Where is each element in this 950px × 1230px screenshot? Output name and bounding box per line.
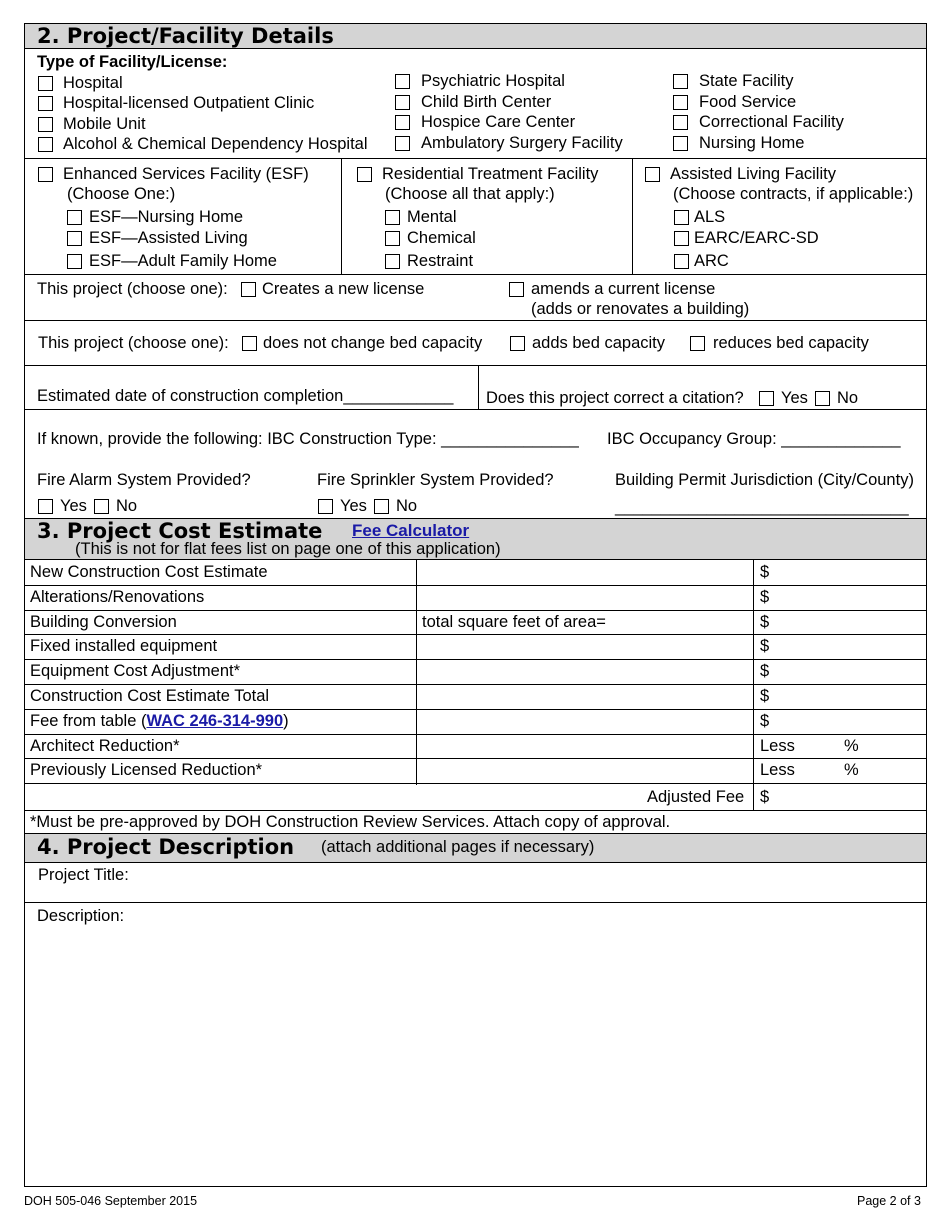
cost-row-amount[interactable]: $	[760, 563, 770, 581]
fire-sprinkler-label: Fire Sprinkler System Provided?	[317, 471, 554, 489]
cost-row-amount[interactable]: $	[760, 588, 770, 606]
fire-sprinkler-yes-label: Yes	[340, 497, 367, 515]
esf-nursing-home-checkbox[interactable]	[67, 210, 82, 225]
child-birth-center-checkbox[interactable]	[395, 95, 410, 110]
cost-row-label: Building Conversion	[30, 613, 177, 631]
adds-bed-checkbox[interactable]	[510, 336, 525, 351]
rtf-restraint-checkbox[interactable]	[385, 254, 400, 269]
cost-row-label: Equipment Cost Adjustment*	[30, 662, 241, 680]
adjusted-fee-label: Adjusted Fee	[647, 788, 745, 806]
alf-als-label: ALS	[694, 208, 726, 226]
food-service-checkbox[interactable]	[673, 95, 688, 110]
cost-row-amount[interactable]: Less	[760, 737, 795, 755]
fee-calculator-link[interactable]: Fee Calculator	[352, 521, 470, 540]
new-license-label: Creates a new license	[262, 280, 425, 298]
citation-label: Does this project correct a citation?	[486, 389, 744, 407]
rtf-chemical-label: Chemical	[407, 229, 476, 247]
mobile-unit-checkbox[interactable]	[38, 117, 53, 132]
child-birth-center-label: Child Birth Center	[421, 93, 552, 111]
fire-alarm-yes-label: Yes	[60, 497, 87, 515]
mobile-unit-label: Mobile Unit	[63, 115, 146, 133]
hospital-checkbox[interactable]	[38, 76, 53, 91]
permit-jurisdiction-field[interactable]: ________________________________	[615, 498, 909, 516]
form-number: DOH 505-046 September 2015	[24, 1194, 198, 1208]
esf-assisted-living-checkbox[interactable]	[67, 231, 82, 246]
citation-no-checkbox[interactable]	[815, 391, 830, 406]
cost-row-label: Alterations/Renovations	[30, 588, 205, 606]
citation-yes-checkbox[interactable]	[759, 391, 774, 406]
cost-row-percent: %	[844, 761, 859, 779]
alf-earc-checkbox[interactable]	[674, 231, 689, 246]
section-3-title: 3. Project Cost Estimate	[37, 519, 323, 543]
citation-no-label: No	[837, 389, 859, 407]
wac-close: )	[283, 712, 289, 730]
page-number: Page 2 of 3	[857, 1194, 921, 1208]
adds-bed-label: adds bed capacity	[532, 334, 666, 352]
alf-als-checkbox[interactable]	[674, 210, 689, 225]
facility-type-label: Type of Facility/License:	[37, 53, 228, 71]
ibc-occupancy-field[interactable]: IBC Occupancy Group: _____________	[607, 430, 901, 448]
rtf-checkbox[interactable]	[357, 167, 372, 182]
rtf-mental-label: Mental	[407, 208, 457, 226]
license-choice-label: This project (choose one):	[37, 280, 228, 298]
psychiatric-hospital-checkbox[interactable]	[395, 74, 410, 89]
ambulatory-surgery-checkbox[interactable]	[395, 136, 410, 151]
hospice-care-center-label: Hospice Care Center	[421, 113, 576, 131]
cost-row-label	[30, 712, 289, 731]
esf-assisted-living-label: ESF—Assisted Living	[89, 229, 248, 247]
rtf-title: Residential Treatment Facility	[382, 165, 599, 183]
alcohol-chemical-checkbox[interactable]	[38, 137, 53, 152]
fire-sprinkler-yes-checkbox[interactable]	[318, 499, 333, 514]
rtf-mental-checkbox[interactable]	[385, 210, 400, 225]
section-3-subtitle: (This is not for flat fees list on page one of this application)	[75, 540, 501, 558]
no-bed-change-checkbox[interactable]	[242, 336, 257, 351]
fire-alarm-no-label: No	[116, 497, 138, 515]
esf-nursing-home-label: ESF—Nursing Home	[89, 208, 244, 226]
psychiatric-hospital-label: Psychiatric Hospital	[421, 72, 565, 90]
alf-arc-label: ARC	[694, 252, 729, 270]
esf-adult-family-home-label: ESF—Adult Family Home	[89, 252, 277, 270]
adjusted-fee-value[interactable]: $	[760, 788, 770, 806]
rtf-restraint-label: Restraint	[407, 252, 474, 270]
outpatient-clinic-label: Hospital-licensed Outpatient Clinic	[63, 94, 315, 112]
nursing-home-label: Nursing Home	[699, 134, 805, 152]
fee-table-label: Fee from table (	[30, 712, 147, 730]
food-service-label: Food Service	[699, 93, 797, 111]
reduces-bed-label: reduces bed capacity	[713, 334, 869, 352]
new-license-checkbox[interactable]	[241, 282, 256, 297]
outpatient-clinic-checkbox[interactable]	[38, 96, 53, 111]
cost-row-label: Architect Reduction*	[30, 737, 180, 755]
hospice-care-center-checkbox[interactable]	[395, 115, 410, 130]
ibc-construction-type-field[interactable]: If known, provide the following: IBC Construction Type: _______________	[37, 430, 579, 448]
no-bed-change-label: does not change bed capacity	[263, 334, 483, 352]
cost-row-amount[interactable]: $	[760, 662, 770, 680]
alf-title: Assisted Living Facility	[670, 165, 836, 183]
alf-subtitle: (Choose contracts, if applicable:)	[673, 185, 914, 203]
cost-row-amount[interactable]: $	[760, 613, 770, 631]
esf-adult-family-home-checkbox[interactable]	[67, 254, 82, 269]
rtf-subtitle: (Choose all that apply:)	[385, 185, 555, 203]
hospital-label: Hospital	[63, 74, 123, 92]
esf-title: Enhanced Services Facility (ESF)	[63, 165, 309, 183]
fire-alarm-no-checkbox[interactable]	[94, 499, 109, 514]
preapproval-footnote: *Must be pre-approved by DOH Construction Review Services. Attach copy of approval.	[30, 813, 671, 831]
section-4-title: 4. Project Description	[37, 835, 295, 859]
alf-arc-checkbox[interactable]	[674, 254, 689, 269]
section-4-note: (attach additional pages if necessary)	[321, 838, 595, 856]
correctional-facility-label: Correctional Facility	[699, 113, 844, 131]
description-field[interactable]: Description:	[37, 907, 125, 925]
wac-link[interactable]: WAC 246-314-990	[146, 712, 284, 730]
fire-alarm-yes-checkbox[interactable]	[38, 499, 53, 514]
fire-sprinkler-no-label: No	[396, 497, 418, 515]
cost-row-percent: %	[844, 737, 859, 755]
correctional-facility-checkbox[interactable]	[673, 115, 688, 130]
state-facility-label: State Facility	[699, 72, 794, 90]
citation-yes-label: Yes	[781, 389, 808, 407]
alf-checkbox[interactable]	[645, 167, 660, 182]
fire-alarm-label: Fire Alarm System Provided?	[37, 471, 251, 489]
amend-license-sub: (adds or renovates a building)	[531, 300, 750, 318]
amend-license-label: amends a current license	[531, 280, 716, 298]
ambulatory-surgery-label: Ambulatory Surgery Facility	[421, 134, 623, 152]
fire-sprinkler-no-checkbox[interactable]	[374, 499, 389, 514]
cost-row-label: New Construction Cost Estimate	[30, 563, 268, 581]
cost-row-middle[interactable]: total square feet of area=	[422, 613, 606, 631]
cost-row-amount[interactable]: $	[760, 712, 770, 730]
state-facility-checkbox[interactable]	[673, 74, 688, 89]
completion-date-field[interactable]: Estimated date of construction completion____________	[37, 387, 454, 405]
cost-row-amount[interactable]: $	[760, 637, 770, 655]
reduces-bed-checkbox[interactable]	[690, 336, 705, 351]
amend-license-checkbox[interactable]	[509, 282, 524, 297]
nursing-home-checkbox[interactable]	[673, 136, 688, 151]
cost-row-label: Fixed installed equipment	[30, 637, 218, 655]
rtf-chemical-checkbox[interactable]	[385, 231, 400, 246]
alcohol-chemical-label: Alcohol & Chemical Dependency Hospital	[63, 135, 368, 153]
permit-jurisdiction-label: Building Permit Jurisdiction (City/County)	[615, 471, 914, 489]
cost-row-label: Construction Cost Estimate Total	[30, 687, 270, 705]
section-2-title: 2. Project/Facility Details	[37, 24, 334, 48]
project-title-field[interactable]: Project Title:	[38, 866, 129, 884]
esf-checkbox[interactable]	[38, 167, 53, 182]
esf-subtitle: (Choose One:)	[67, 185, 176, 203]
bed-choice-label: This project (choose one):	[38, 334, 229, 352]
alf-earc-label: EARC/EARC-SD	[694, 229, 819, 247]
cost-row-amount[interactable]: Less	[760, 761, 795, 779]
cost-row-amount[interactable]: $	[760, 687, 770, 705]
cost-row-label: Previously Licensed Reduction*	[30, 761, 263, 779]
